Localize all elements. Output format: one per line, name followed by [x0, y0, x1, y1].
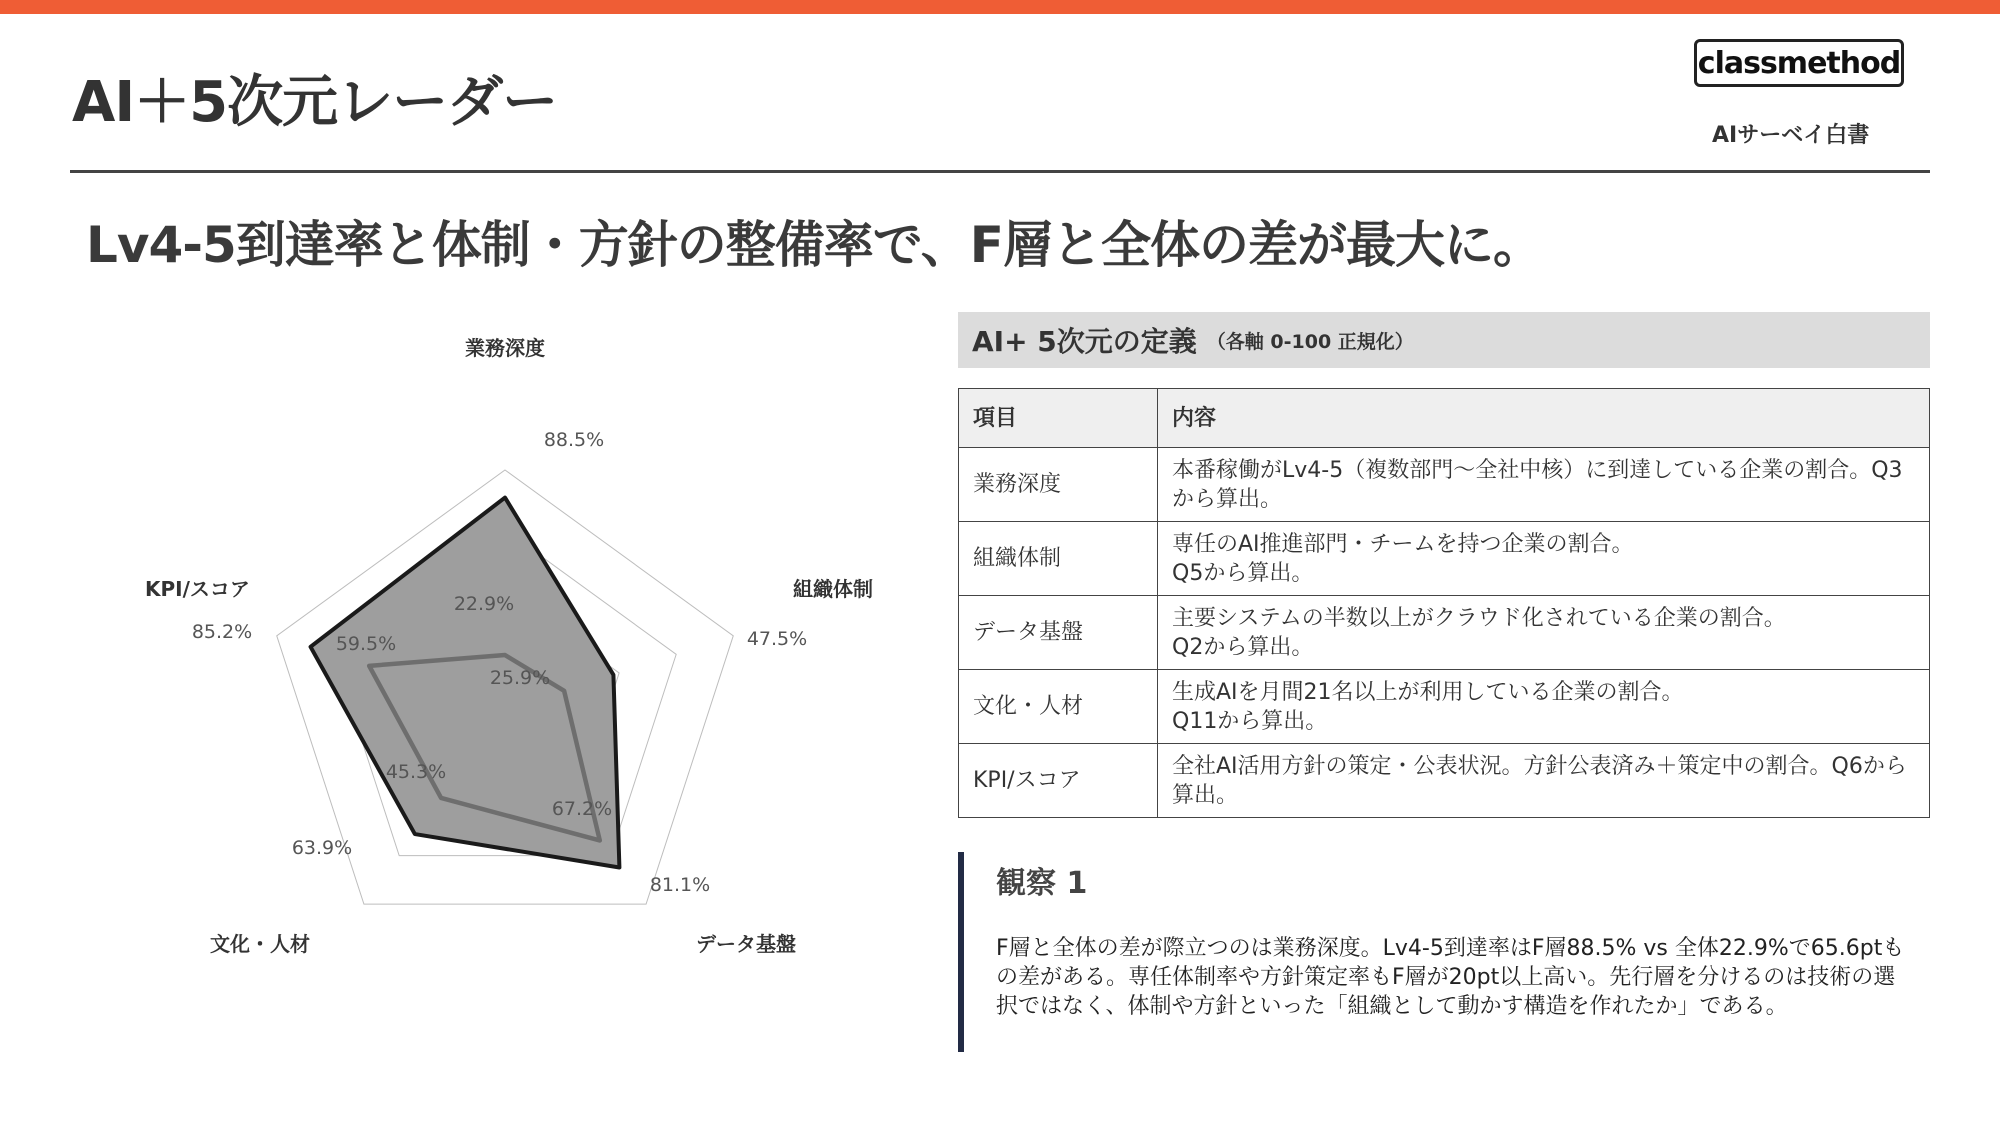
row-content: 専任のAI推進部門・チームを持つ企業の割合。 Q5から算出。: [1158, 522, 1930, 596]
definition-note: （各軸 0-100 正規化）: [1206, 330, 1414, 353]
observation-title: 観察 1: [996, 866, 1088, 901]
row-item: KPI/スコア: [959, 744, 1158, 818]
value-label: 67.2%: [551, 798, 613, 820]
row-content: 主要システムの半数以上がクラウド化されている企業の割合。 Q2から算出。: [1158, 596, 1930, 670]
table-row: [959, 744, 1930, 818]
axis-label: データ基盤: [696, 932, 796, 956]
row-content: 全社AI活用方針の策定・公表状況。方針公表済み＋策定中の割合。Q6から算出。: [1158, 744, 1930, 818]
radar-chart: [60, 320, 940, 980]
table-row: [959, 596, 1930, 670]
axis-label: KPI/スコア: [145, 577, 250, 601]
value-label: 25.9%: [489, 667, 551, 689]
row-content: 本番稼働がLv4-5（複数部門〜全社中核）に到達している企業の割合。Q3から算出。: [1158, 448, 1930, 522]
definition-header: [958, 312, 1930, 368]
definition-title: AI+ 5次元の定義: [972, 325, 1197, 358]
table-row: [959, 522, 1930, 596]
definition-table: [958, 388, 1930, 818]
value-label: 22.9%: [453, 593, 515, 615]
report-subtitle: AIサーベイ白書: [1712, 123, 1870, 148]
table-row: [959, 448, 1930, 522]
classmethod-logo: classmethod: [1694, 39, 1904, 87]
axis-label: 業務深度: [465, 336, 545, 360]
observation-accent-bar: [958, 852, 964, 1052]
value-label: 88.5%: [543, 429, 605, 451]
value-label: 85.2%: [191, 621, 253, 643]
column-header-item: 項目: [959, 389, 1158, 448]
axis-label: 組織体制: [793, 577, 873, 601]
value-label: 45.3%: [385, 761, 447, 783]
row-item: データ基盤: [959, 596, 1158, 670]
value-label: 47.5%: [746, 628, 808, 650]
value-label: 59.5%: [335, 633, 397, 655]
value-label: 81.1%: [649, 874, 711, 896]
column-header-content: 内容: [1158, 389, 1930, 448]
header-divider: [70, 170, 1930, 173]
row-item: 文化・人材: [959, 670, 1158, 744]
table-row: [959, 670, 1930, 744]
row-item: 組織体制: [959, 522, 1158, 596]
value-label: 63.9%: [291, 837, 353, 859]
row-content: 生成AIを月間21名以上が利用している企業の割合。 Q11から算出。: [1158, 670, 1930, 744]
observation-body: F層と全体の差が際立つのは業務深度。Lv4-5到達率はF層88.5% vs 全体22.9%で65.6ptもの差がある。専任体制率や方針策定率もF層が20pt以上高い。先行層を分けるのは技術の選択ではなく、体制や方針といった「組織として動かす構造を作れたか」である。: [996, 936, 1905, 1019]
slide-headline: Lv4-5到達率と体制・方針の整備率で、F層と全体の差が最大に。: [86, 216, 1542, 274]
top-accent-bar: [0, 0, 2000, 14]
axis-label: 文化・人材: [210, 932, 310, 956]
page-title: AI＋5次元レーダー: [72, 70, 558, 135]
row-item: 業務深度: [959, 448, 1158, 522]
table-header-row: [959, 389, 1930, 448]
